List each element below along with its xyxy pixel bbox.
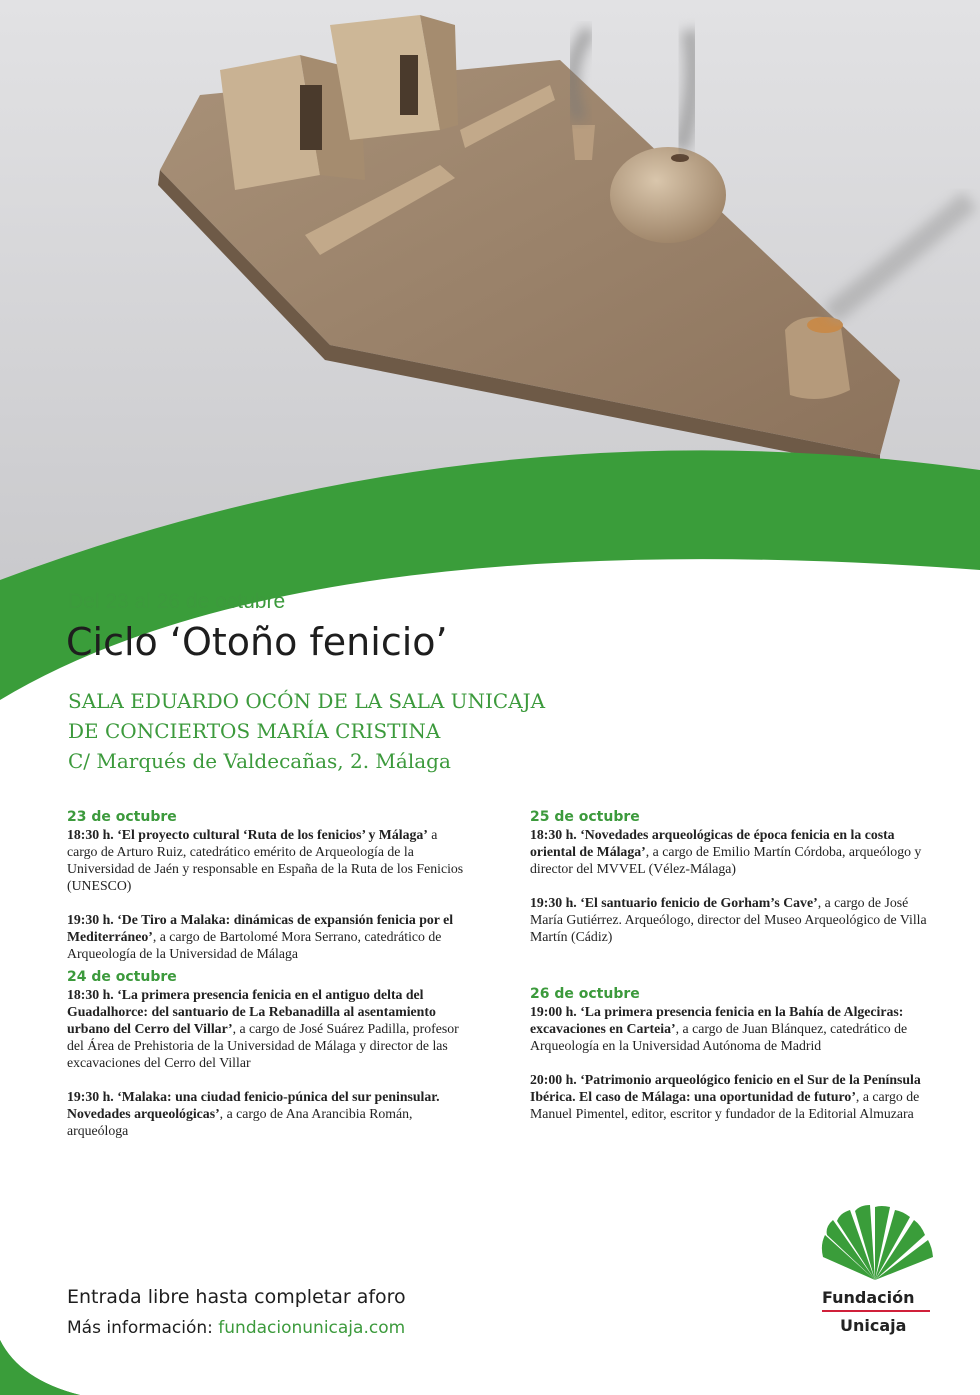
day-heading: 26 de octubre	[530, 986, 640, 1002]
talk-item: 19:00 h. ‘La primera presencia fenicia en la Bahía de Algeciras: excavaciones en Carteia’, a cargo de Juan Blánquez, catedrático de Arqueología en la Universidad Autónoma de Madrid	[530, 1004, 908, 1053]
more-info	[67, 1318, 405, 1338]
day-block	[67, 808, 467, 962]
logo-text-fundacion: Fundación	[822, 1288, 915, 1307]
talk-item: 19:30 h. ‘Malaka: una ciudad fenicio-púnica del sur peninsular. Novedades arqueológicas’, a cargo de Ana Arancibia Román, arqueóloga	[67, 1089, 440, 1138]
talk-item: 18:30 h. ‘El proyecto cultural ‘Ruta de los fenicios’ y Málaga’ a cargo de Arturo Ruiz, catedrático emérito de Arqueología de la Universidad de Jaén y responsable en España de la Ruta de los Fenicios (UNESCO)	[67, 827, 464, 893]
venue-line-2: DE CONCIERTOS MARÍA CRISTINA	[68, 719, 441, 743]
talk-item: 19:30 h. ‘El santuario fenicio de Gorham’s Cave’, a cargo de José María Gutiérrez. Arqueólogo, director del Museo Arqueológico de Villa Martín (Cádiz)	[530, 895, 927, 944]
venue-address: C/ Marqués de Valdecañas, 2. Málaga	[68, 749, 451, 773]
event-title: Ciclo ‘Otoño fenicio’	[66, 620, 448, 664]
day-heading: 23 de octubre	[67, 809, 177, 825]
entry-note: Entrada libre hasta completar aforo	[67, 1286, 406, 1308]
day-block	[530, 985, 930, 1122]
talk-item: 19:30 h. ‘De Tiro a Malaka: dinámicas de expansión fenicia por el Mediterráneo’, a cargo de Bartolomé Mora Serrano, catedrático de Arqueología de la Universidad de Málaga	[67, 912, 454, 961]
website-link[interactable]: fundacionunicaja.com	[218, 1318, 406, 1338]
logo-text-unicaja: Unicaja	[840, 1316, 907, 1335]
venue-block	[68, 686, 545, 776]
venue-line-1: SALA EDUARDO OCÓN DE LA SALA UNICAJA	[68, 689, 546, 713]
talk-item: 20:00 h. ‘Patrimonio arqueológico fenicio en el Sur de la Península Ibérica. El caso de Málaga: una oportunidad de futuro’, a cargo de Manuel Pimentel, editor, escritor y fundador de la Editorial Almuzara	[530, 1072, 921, 1121]
day-heading: 24 de octubre	[67, 969, 177, 985]
day-block	[530, 808, 930, 945]
program-column-right	[530, 808, 930, 1139]
day-heading: 25 de octubre	[530, 809, 640, 825]
logo-divider	[822, 1310, 930, 1312]
talk-item: 18:30 h. ‘La primera presencia fenicia en el antiguo delta del Guadalhorce: del santuario de La Rebanadilla al asentamiento urbano del Cerro del Villar’, a cargo de José Suárez Padilla, profesor del Área de Prehistoria de la Universidad de Málaga y director de las excavaciones del Cerro del Villar	[67, 987, 459, 1070]
more-info-label: Más información:	[67, 1318, 213, 1338]
event-dates: Del 23 al 26 de octubre	[68, 590, 286, 613]
day-block	[67, 968, 467, 1139]
talk-item: 18:30 h. ‘Novedades arqueológicas de época fenicia en la costa oriental de Málaga’, a cargo de Emilio Martín Córdoba, arqueólogo y director del MVVEL (Vélez-Málaga)	[530, 827, 922, 876]
program-column-left	[67, 808, 467, 1156]
